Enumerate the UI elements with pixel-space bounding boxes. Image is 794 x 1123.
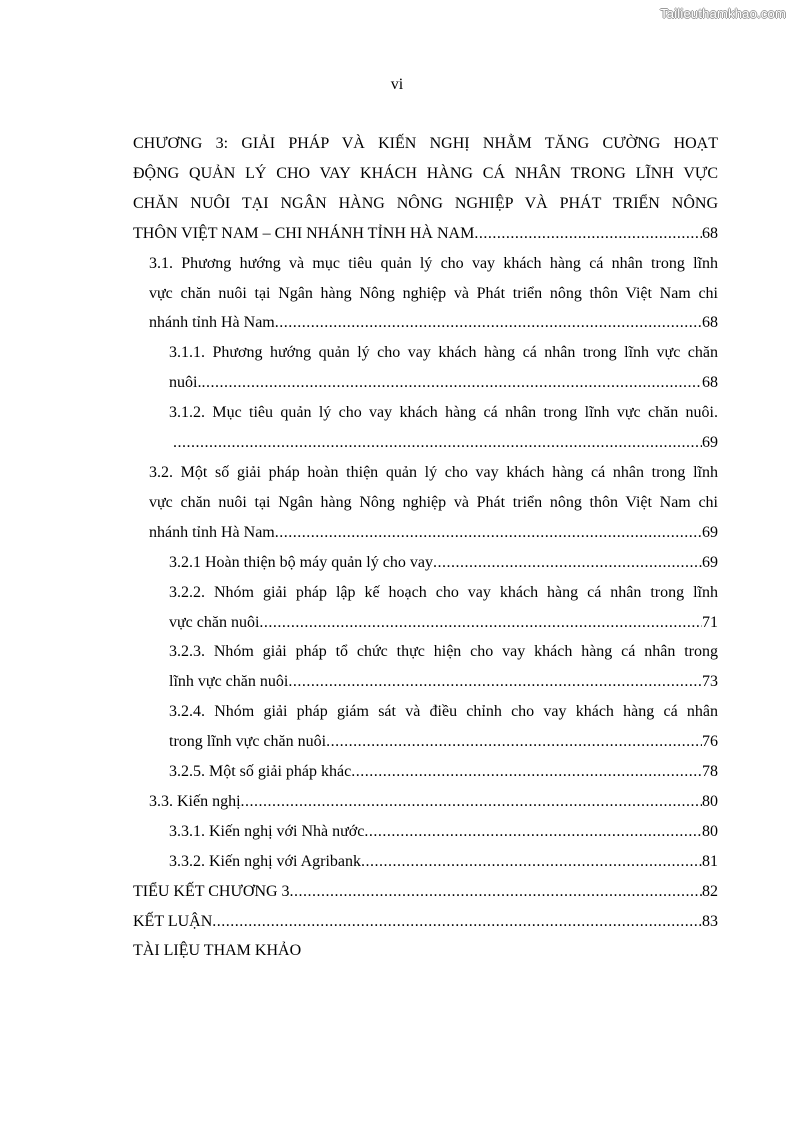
toc-entry-tieu-ket-chuong-3[interactable] (133, 877, 718, 907)
toc-dot-leader (351, 757, 702, 787)
toc-entry-title: lĩnh vực chăn nuôi (169, 673, 289, 691)
toc-dot-leader (433, 548, 702, 578)
toc-line-last (169, 757, 718, 787)
page-number: vi (390, 76, 404, 93)
toc-entry-title: 3.3.1. Kiến nghị với Nhà nước (169, 822, 365, 840)
toc-page-number: 80 (702, 822, 718, 840)
toc-entry-title: nhánh tỉnh Hà Nam (149, 523, 275, 541)
toc-page-number: 68 (702, 224, 718, 242)
toc-page-number: 69 (702, 553, 718, 571)
toc-line-last (169, 727, 718, 757)
toc-line-last (169, 608, 718, 638)
toc-line: CHĂN NUÔI TẠI NGÂN HÀNG NÔNG NGHIỆP VÀ PHÁT TRIỂN NÔNG (133, 194, 718, 212)
toc-page-number: 78 (702, 763, 718, 781)
toc-entry-3-2-4[interactable] (133, 697, 718, 757)
toc-dot-leader (212, 907, 702, 937)
toc-entry-title: THÔN VIỆT NAM – CHI NHÁNH TỈNH HÀ NAM (133, 224, 475, 242)
toc-dot-leader (173, 428, 702, 458)
toc-page-number: 76 (702, 733, 718, 751)
toc-entry-3-2-3[interactable] (133, 637, 718, 697)
toc-line: vực chăn nuôi tại Ngân hàng Nông nghiệp và Phát triển nông thôn Việt Nam chi (149, 284, 718, 302)
toc-line-last (133, 219, 718, 249)
toc-entry-3-2[interactable] (133, 458, 718, 548)
toc-line: 3.1.1. Phương hướng quản lý cho vay khách hàng cá nhân trong lĩnh vực chăn (169, 344, 718, 362)
toc-dot-leader (241, 787, 702, 817)
toc-dot-leader (288, 667, 702, 697)
toc-line: CHƯƠNG 3: GIẢI PHÁP VÀ KIẾN NGHỊ NHẰM TĂNG CƯỜNG HOẠT (133, 135, 718, 152)
toc-entry-title: TÀI LIỆU THAM KHẢO (133, 942, 302, 960)
toc-page-number: 81 (702, 852, 718, 870)
toc-entry-title: 3.2.5. Một số giải pháp khác (169, 763, 352, 781)
toc-dot-leader (474, 219, 702, 249)
toc-entry-title: nuôi. (169, 374, 202, 392)
toc-entry-title: 3.3. Kiến nghị (149, 792, 241, 810)
toc-dot-leader (275, 518, 702, 548)
toc-entry-title: KẾT LUẬN (133, 912, 213, 930)
toc-entry-3-2-2[interactable] (133, 578, 718, 638)
toc-page-number: 73 (702, 673, 718, 691)
toc-line-last (133, 907, 718, 937)
toc-page-number: 83 (702, 912, 718, 930)
toc-line-last (169, 548, 718, 578)
toc-page-number: 68 (702, 374, 718, 392)
toc-line-last (169, 847, 718, 877)
toc-line-last (169, 368, 718, 398)
toc-line-last (169, 667, 718, 697)
toc-entry-chapter-3[interactable] (133, 129, 718, 249)
toc-entry-3-2-1[interactable] (133, 548, 718, 578)
toc-entry-title: vực chăn nuôi (169, 613, 260, 631)
toc-entry-title: 3.3.2. Kiến nghị với Agribank (169, 852, 361, 870)
toc-line: 3.1. Phương hướng và mục tiêu quản lý cho vay khách hàng cá nhân trong lĩnh (149, 254, 718, 272)
toc-entry-3-1-1[interactable] (133, 338, 718, 398)
toc-dot-leader (275, 308, 702, 338)
toc-dot-leader (259, 608, 702, 638)
toc-entry-title: 3.2.1 Hoàn thiện bộ máy quản lý cho vay (169, 553, 433, 571)
toc-dot-leader (290, 877, 702, 907)
toc-line-last (133, 877, 718, 907)
toc-dot-leader (361, 847, 702, 877)
toc-line-last (149, 308, 718, 338)
toc-line: 3.1.2. Mục tiêu quản lý cho vay khách hàng cá nhân trong lĩnh vực chăn nuôi. (169, 404, 718, 422)
toc-line-last (169, 817, 718, 847)
toc-page-number: 69 (702, 523, 718, 541)
toc-entry-ket-luan[interactable] (133, 907, 718, 937)
toc-page-number: 80 (702, 792, 718, 810)
toc-entry-3-3-1[interactable] (133, 817, 718, 847)
toc-entry-3-2-5[interactable] (133, 757, 718, 787)
toc-line: ĐỘNG QUẢN LÝ CHO VAY KHÁCH HÀNG CÁ NHÂN TRONG LĨNH VỰC (133, 164, 718, 182)
toc-entry-title: trong lĩnh vực chăn nuôi (169, 733, 327, 751)
toc-line: 3.2.3. Nhóm giải pháp tổ chức thực hiện cho vay khách hàng cá nhân trong (169, 643, 718, 661)
toc-page-number: 82 (702, 882, 718, 900)
toc-entry-3-1[interactable] (133, 249, 718, 339)
toc-page-number: 71 (702, 613, 718, 631)
toc-line-last (169, 428, 718, 458)
toc-dot-leader (326, 727, 702, 757)
watermark: Tailieuthamkhao.com (660, 6, 786, 21)
toc-entry-title: nhánh tỉnh Hà Nam (149, 314, 275, 332)
toc-entry-3-3[interactable] (133, 787, 718, 817)
toc-line-last (149, 787, 718, 817)
toc-entry-title: TIỂU KẾT CHƯƠNG 3 (133, 882, 290, 900)
toc-line: 3.2.2. Nhóm giải pháp lập kế hoạch cho vay khách hàng cá nhân trong lĩnh (169, 583, 718, 601)
toc-entry-tai-lieu-tham-khao[interactable] (133, 936, 718, 966)
toc-page-number: 68 (702, 314, 718, 332)
toc-line: 3.2.4. Nhóm giải pháp giám sát và điều chỉnh cho vay khách hàng cá nhân (169, 703, 718, 721)
toc-line-last (149, 518, 718, 548)
toc-entry-3-3-2[interactable] (133, 847, 718, 877)
toc-line: 3.2. Một số giải pháp hoàn thiện quản lý cho vay khách hàng cá nhân trong lĩnh (149, 463, 718, 481)
toc-entry-3-1-2[interactable] (133, 398, 718, 458)
toc-line: vực chăn nuôi tại Ngân hàng Nông nghiệp và Phát triển nông thôn Việt Nam chi (149, 493, 718, 511)
toc-page-number: 69 (702, 434, 718, 452)
toc-dot-leader (201, 368, 702, 398)
table-of-contents (133, 129, 718, 966)
toc-dot-leader (364, 817, 702, 847)
